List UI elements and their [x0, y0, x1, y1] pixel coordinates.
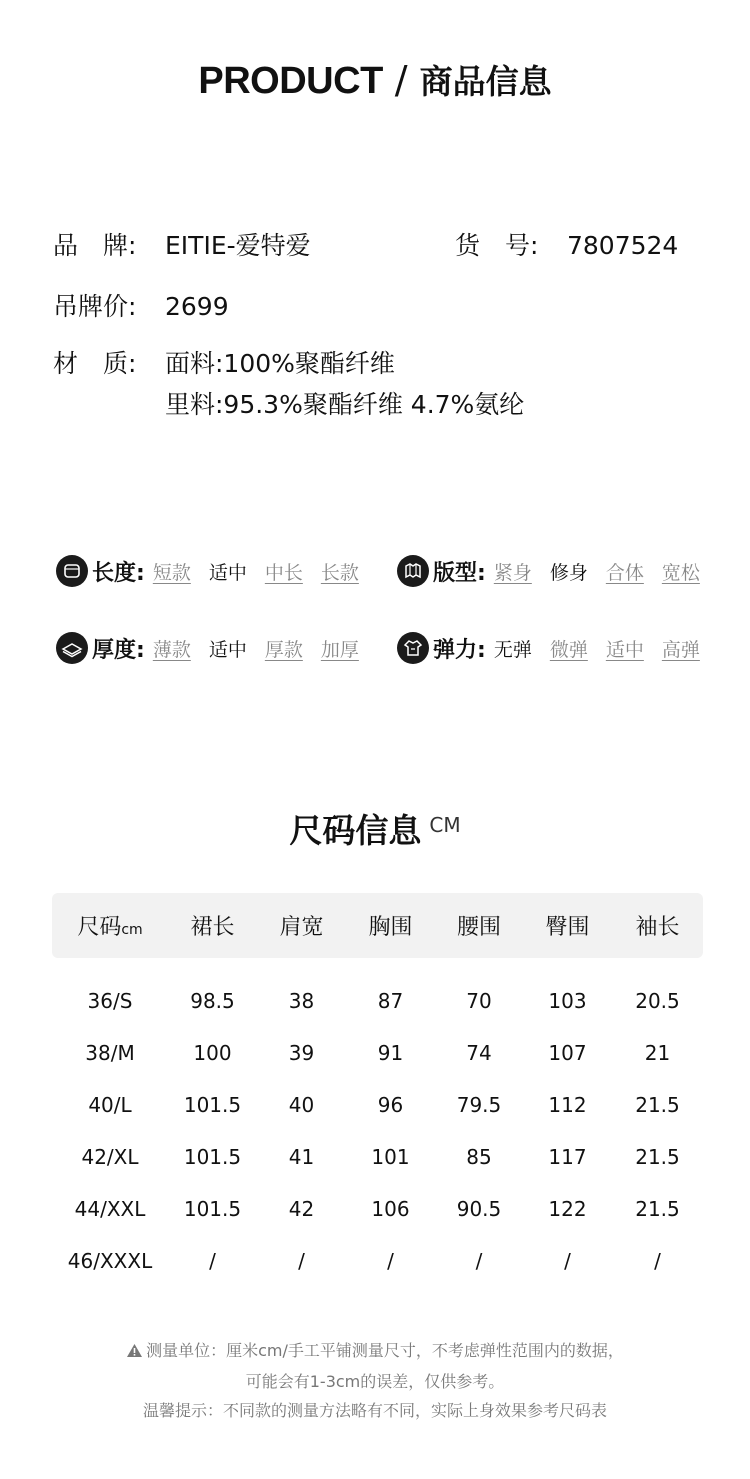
thickness-option-selected: 适中 — [208, 638, 247, 661]
body-fit-icon — [397, 555, 429, 587]
table-cell: 98.5 — [190, 989, 235, 1013]
thickness-option: 厚款 — [264, 638, 303, 661]
table-cell: 21.5 — [635, 1093, 680, 1117]
table-cell: 96 — [377, 1093, 404, 1117]
material-row-2 — [165, 385, 524, 421]
fabric-layers-icon — [56, 632, 88, 664]
table-cell: 103 — [548, 989, 587, 1013]
table-cell: / — [564, 1249, 571, 1273]
title-separator: / — [394, 58, 408, 102]
stretch-shirt-icon — [397, 632, 429, 664]
table-cell: 100 — [193, 1041, 232, 1065]
table-row — [52, 1235, 703, 1287]
table-row — [52, 1027, 703, 1079]
header-cell: 尺码cm — [77, 915, 143, 940]
material-line-1: 面料:100%聚酯纤维 — [165, 349, 395, 378]
table-cell: 40 — [288, 1093, 315, 1117]
table-row — [52, 1079, 703, 1131]
table-cell: 101 — [371, 1145, 410, 1169]
sku-label: 货 号: — [455, 231, 539, 260]
price-row — [53, 287, 229, 323]
attr-length — [56, 555, 359, 587]
table-cell: 36/S — [87, 989, 133, 1013]
table-cell: 91 — [377, 1041, 404, 1065]
brand-row — [53, 226, 311, 262]
header-cell: 腰围 — [456, 915, 501, 940]
table-cell: 39 — [288, 1041, 315, 1065]
table-cell: 74 — [466, 1041, 492, 1065]
elasticity-option-selected: 无弹 — [493, 638, 532, 661]
note-line-2: 可能会有1-3cm的误差，仅供参考。 — [245, 1372, 505, 1391]
table-cell: / — [298, 1249, 305, 1273]
material-row — [53, 344, 395, 380]
table-row — [52, 975, 703, 1027]
table-cell: 107 — [548, 1041, 587, 1065]
fit-option-selected: 修身 — [549, 561, 588, 584]
note-line-1-row — [0, 1336, 750, 1367]
table-cell: / — [654, 1249, 661, 1273]
table-cell: 101.5 — [183, 1093, 242, 1117]
elasticity-option: 高弹 — [661, 638, 700, 661]
table-cell: 117 — [548, 1145, 587, 1169]
table-cell: 70 — [466, 989, 492, 1013]
attr-thickness — [56, 632, 359, 664]
title-en: PRODUCT — [198, 60, 383, 102]
note-line-1: 测量单位：厘米cm/手工平铺测量尺寸，不考虑弹性范围内的数据， — [146, 1341, 624, 1360]
attr-fit — [397, 555, 700, 587]
table-row — [52, 1131, 703, 1183]
length-option: 中长 — [264, 561, 303, 584]
attr-elasticity — [397, 632, 700, 664]
elasticity-option: 微弹 — [549, 638, 588, 661]
material-label: 材 质: — [53, 349, 137, 378]
table-cell: 21.5 — [635, 1197, 680, 1221]
dress-length-icon — [56, 555, 88, 587]
table-cell: 44/XXL — [74, 1197, 146, 1221]
table-cell: 87 — [377, 989, 404, 1013]
table-cell: 46/XXXL — [67, 1249, 153, 1273]
table-cell: 112 — [548, 1093, 587, 1117]
table-cell: 79.5 — [456, 1093, 502, 1117]
header-cell: 裙长 — [190, 915, 235, 940]
header-cell: 胸围 — [368, 915, 413, 940]
sku-row — [455, 226, 678, 262]
header-cell: 臀围 — [545, 915, 590, 940]
size-title-text: 尺码信息 — [289, 811, 422, 850]
size-table-body — [52, 975, 703, 1287]
table-cell: 101.5 — [183, 1145, 242, 1169]
brand-label: 品 牌: — [53, 231, 137, 260]
table-cell: 20.5 — [635, 989, 680, 1013]
attr-fit-label: 版型: — [433, 560, 486, 586]
table-cell: 41 — [288, 1145, 315, 1169]
table-cell: 42 — [288, 1197, 315, 1221]
fit-option: 合体 — [605, 561, 644, 584]
table-cell: 101.5 — [183, 1197, 242, 1221]
attr-elasticity-label: 弹力: — [433, 637, 486, 663]
elasticity-option: 适中 — [605, 638, 644, 661]
table-cell: 122 — [548, 1197, 587, 1221]
table-cell: 38 — [288, 989, 315, 1013]
table-cell: 21.5 — [635, 1145, 680, 1169]
measurement-notes — [0, 1336, 750, 1425]
table-cell: 38/M — [85, 1041, 135, 1065]
price-value: 2699 — [165, 292, 229, 321]
header-unit: cm — [121, 922, 143, 938]
note-line-3: 温馨提示：不同款的测量方法略有不同，实际上身效果参考尺码表 — [142, 1401, 607, 1420]
table-cell: / — [209, 1249, 216, 1273]
warning-triangle-icon — [126, 1338, 143, 1367]
table-cell: 21 — [644, 1041, 671, 1065]
length-option: 短款 — [152, 561, 191, 584]
table-cell: 85 — [466, 1145, 492, 1169]
header-cell: 袖长 — [635, 915, 680, 940]
title-zh: 商品信息 — [419, 62, 552, 101]
size-title-unit: CM — [429, 813, 461, 837]
fit-option: 宽松 — [661, 561, 700, 584]
table-row — [52, 1183, 703, 1235]
brand-value: EITIE-爱特爱 — [165, 231, 311, 260]
page-title — [0, 56, 750, 103]
table-cell: 106 — [371, 1197, 410, 1221]
thickness-option: 薄款 — [152, 638, 191, 661]
material-line-2: 里料:95.3%聚酯纤维 4.7%氨纶 — [165, 390, 525, 419]
length-option: 长款 — [320, 561, 359, 584]
thickness-option: 加厚 — [320, 638, 359, 661]
table-cell: 40/L — [88, 1093, 132, 1117]
length-option-selected: 适中 — [208, 561, 247, 584]
size-table-header — [52, 893, 703, 958]
table-cell: 90.5 — [456, 1197, 502, 1221]
sku-value: 7807524 — [567, 231, 679, 260]
table-cell: 42/XL — [81, 1145, 139, 1169]
header-cell: 肩宽 — [279, 915, 324, 940]
attr-length-label: 长度: — [92, 560, 145, 586]
table-cell: / — [475, 1249, 483, 1273]
fit-option: 紧身 — [493, 561, 532, 584]
table-cell: / — [387, 1249, 394, 1273]
size-section-title — [0, 805, 750, 852]
attr-thickness-label: 厚度: — [92, 637, 145, 663]
price-label: 吊牌价: — [53, 292, 137, 321]
